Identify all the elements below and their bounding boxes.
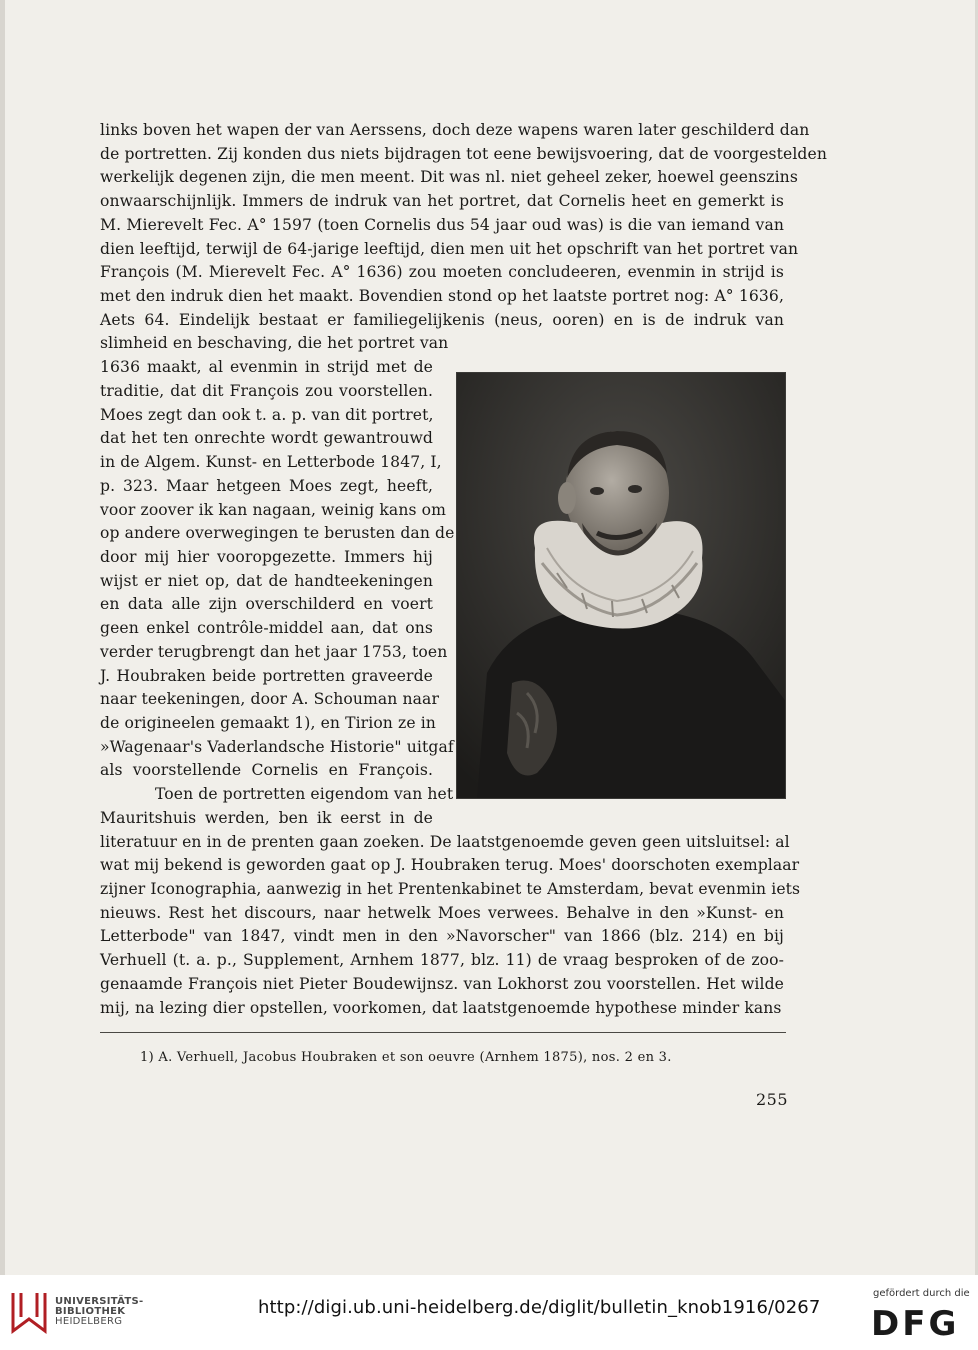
body-line: en data alle zijn overschilderd en voert bbox=[100, 595, 433, 614]
body-line: met den indruk dien het maakt. Bovendien stond op het laatste portret nog: A° 1636, bbox=[100, 287, 784, 306]
page-number: 255 bbox=[756, 1090, 789, 1109]
body-line: wijst er niet op, dat de handteekeningen bbox=[100, 571, 433, 590]
body-line: mij, na lezing dier opstellen, voorkomen, dat laatstgenoemde hypothese minder kans bbox=[100, 998, 782, 1017]
scan-page-edge-left bbox=[0, 0, 5, 1275]
body-line: de origineelen gemaakt 1), en Tirion ze in bbox=[100, 714, 436, 732]
viewer-footer bbox=[0, 1275, 978, 1350]
footnote-divider bbox=[100, 1032, 786, 1033]
library-name bbox=[55, 1297, 144, 1327]
body-line: geen enkel contrôle-middel aan, dat ons bbox=[100, 619, 433, 638]
body-line: wat mij bekend is geworden gaat op J. Houbraken terug. Moes' doorschoten exemplaar bbox=[100, 856, 800, 875]
body-line: traditie, dat dit François zou voorstellen. bbox=[100, 381, 433, 400]
library-name-line2: BIBLIOTHEK bbox=[55, 1306, 126, 1317]
body-line: naar teekeningen, door A. Schouman naar bbox=[100, 690, 439, 709]
body-line: »Wagenaar's Vaderlandsche Historie" uitgaf bbox=[100, 737, 454, 756]
body-line: links boven het wapen der van Aerssens, doch deze wapens waren later geschilderd dan bbox=[100, 121, 810, 139]
dfg-logo: DFG bbox=[871, 1304, 960, 1344]
body-line: voor zoover ik kan nagaan, weinig kans om bbox=[100, 500, 447, 519]
body-line: François (M. Mierevelt Fec. A° 1636) zou moeten concludeeren, evenmin in strijd is bbox=[100, 263, 784, 282]
body-line: dien leeftijd, terwijl de 64-jarige leeftijd, dien men uit het opschrift van het portret van bbox=[100, 239, 799, 258]
library-name-line3: HEIDELBERG bbox=[55, 1316, 123, 1327]
body-line: 1636 maakt, al evenmin in strijd met de bbox=[100, 358, 433, 377]
body-line: Aets 64. Eindelijk bestaat er familiegelijkenis (neus, ooren) en is de indruk van bbox=[100, 310, 784, 329]
body-line: onwaarschijnlijk. Immers de indruk van het portret, dat Cornelis heet en gemerkt is bbox=[100, 192, 784, 211]
portrait-photograph bbox=[456, 372, 786, 799]
body-line: J. Houbraken beide portretten graveerde bbox=[100, 666, 433, 685]
portrait-image bbox=[457, 373, 786, 799]
body-line: literatuur en in de prenten gaan zoeken. De laatstgenoemde geven geen uitsluitsel: al bbox=[100, 832, 790, 851]
body-line: zijner Iconographia, aanwezig in het Prentenkabinet te Amsterdam, bevat evenmin iets bbox=[100, 880, 801, 899]
body-line: Moes zegt dan ook t. a. p. van dit portret, bbox=[100, 405, 434, 424]
body-line: p. 323. Maar hetgeen Moes zegt, heeft, bbox=[100, 476, 433, 495]
body-line: als voorstellende Cornelis en François. bbox=[100, 761, 433, 780]
body-line: de portretten. Zij konden dus niets bijdragen tot eene bewijsvoering, dat de voorgestelden bbox=[100, 144, 827, 163]
body-line: verder terugbrengt dan het jaar 1753, toen bbox=[100, 642, 448, 661]
funding-caption: gefördert durch die bbox=[873, 1288, 970, 1299]
body-line: M. Mierevelt Fec. A° 1597 (toen Cornelis dus 54 jaar oud was) is die van iemand van bbox=[100, 215, 784, 234]
footnote: 1) A. Verhuell, Jacobus Houbraken et son oeuvre (Arnhem 1875), nos. 2 en 3. bbox=[140, 1050, 672, 1065]
body-line: Verhuell (t. a. p., Supplement, Arnhem 1877, blz. 11) de vraag besproken of de zoo- bbox=[100, 951, 784, 970]
body-line: nieuws. Rest het discours, naar hetwelk Moes verwees. Behalve in den »Kunst- en bbox=[100, 903, 784, 922]
body-line: Letterbode" van 1847, vindt men in den »Navorscher" van 1866 (blz. 214) en bij bbox=[100, 927, 784, 946]
body-line: werkelijk degenen zijn, die men meent. Dit was nl. niet geheel zeker, hoewel geenszins bbox=[100, 168, 798, 187]
body-line: slimheid en beschaving, die het portret van bbox=[100, 334, 449, 353]
body-line: op andere overwegingen te berusten dan de bbox=[100, 524, 455, 543]
body-line: Toen de portretten eigendom van het bbox=[155, 785, 454, 804]
university-library-logo-icon bbox=[9, 1289, 49, 1335]
body-line: genaamde François niet Pieter Boudewijnsz. van Lokhorst zou voorstellen. Het wilde bbox=[100, 974, 784, 993]
body-line: in de Algem. Kunst- en Letterbode 1847, I, bbox=[100, 453, 442, 472]
library-name-line1: UNIVERSITÄTS- bbox=[55, 1296, 144, 1307]
body-line: Mauritshuis werden, ben ik eerst in de bbox=[100, 808, 433, 827]
permalink-url[interactable]: http://digi.ub.uni-heidelberg.de/diglit/bulletin_knob1916/0267 bbox=[258, 1297, 821, 1318]
body-line: dat het ten onrechte wordt gewantrouwd bbox=[100, 429, 433, 448]
body-line: door mij hier vooropgezette. Immers hij bbox=[100, 547, 433, 566]
